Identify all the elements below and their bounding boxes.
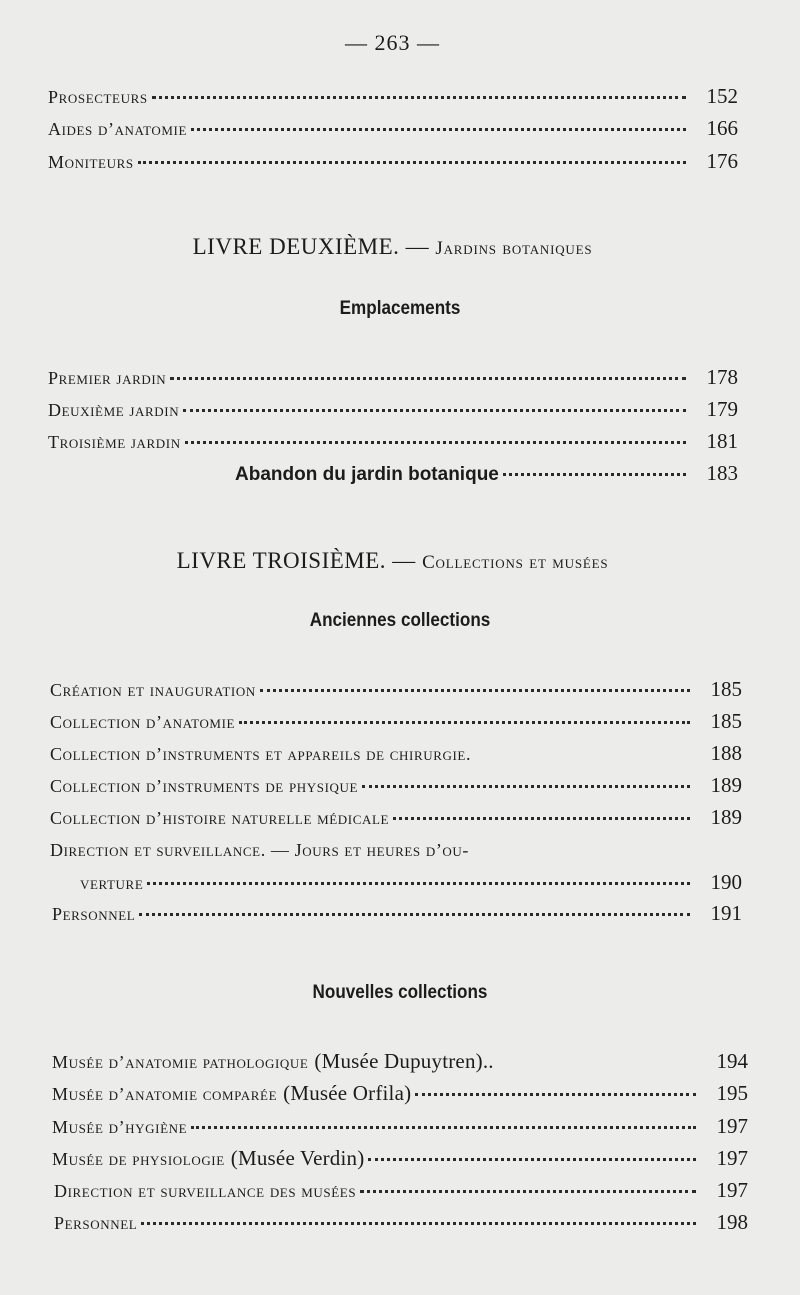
toc-label: Collection d’instruments et appareils de chirurgie. [50, 744, 472, 764]
book-title: LIVRE TROISIÈME. — [176, 548, 416, 573]
dot-leader [393, 817, 690, 820]
toc-label: Prosecteurs [48, 87, 148, 107]
toc-label: Abandon du jardin botanique [235, 464, 499, 485]
toc-page: 188 [710, 741, 742, 765]
book-three-heading [0, 548, 785, 574]
toc-page: 178 [706, 365, 738, 389]
dot-leader [170, 377, 686, 380]
dot-leader [239, 721, 690, 724]
toc-label: Musée d’hygiène [52, 1117, 188, 1137]
toc-entry [48, 365, 738, 393]
toc-page: 194 [716, 1049, 748, 1073]
dot-leader [368, 1158, 696, 1161]
toc-entry [50, 741, 742, 769]
toc-label: Troisième jardin [48, 432, 181, 452]
toc-label: Premier jardin [48, 368, 167, 388]
dot-leader [152, 96, 686, 99]
toc-entry [52, 1146, 748, 1174]
toc-label: Musée d’anatomie comparée [52, 1084, 278, 1104]
dot-leader [503, 473, 686, 476]
toc-page: 197 [716, 1178, 748, 1202]
toc-entry [52, 1081, 748, 1109]
book-title: LIVRE DEUXIÈME. — [192, 234, 430, 259]
toc-label: Personnel [54, 1213, 138, 1233]
toc-page: 152 [706, 84, 738, 108]
book-subtitle: Jardins botaniques [435, 238, 593, 259]
toc-page: 197 [716, 1114, 748, 1138]
toc-page: 183 [706, 461, 738, 485]
section-heading: Emplacements [339, 298, 461, 319]
dot-leader [141, 1222, 696, 1225]
dot-leader [138, 161, 686, 164]
toc-entry [52, 1049, 748, 1077]
toc-entry [48, 149, 738, 177]
toc-page: 198 [716, 1210, 748, 1234]
dot-leader [191, 128, 686, 131]
toc-label-extra: (Musée Verdin) [230, 1146, 365, 1170]
toc-entry [54, 1178, 748, 1206]
book-two-heading [0, 234, 785, 260]
toc-page: 189 [710, 805, 742, 829]
toc-page: 189 [710, 773, 742, 797]
toc-label-extra: (Musée Orfila) [283, 1081, 412, 1105]
dot-leader [415, 1093, 696, 1096]
toc-label-extra: (Musée Dupuytren).. [314, 1049, 494, 1073]
toc-label: Direction et surveillance des musées [54, 1181, 357, 1201]
toc-entry [50, 773, 742, 801]
toc-page: 191 [710, 901, 742, 925]
toc-entry [48, 116, 738, 144]
dot-leader [191, 1126, 696, 1129]
toc-label: verture [80, 873, 144, 893]
toc-entry [48, 397, 738, 425]
toc-page: 181 [706, 429, 738, 453]
toc-page: 179 [706, 397, 738, 421]
toc-label: Aides d’anatomie [48, 119, 188, 139]
dot-leader [147, 882, 690, 885]
toc-entry [80, 870, 742, 898]
toc-label: Moniteurs [48, 152, 134, 172]
toc-page: 197 [716, 1146, 748, 1170]
page-number: — 263 — [345, 30, 440, 55]
toc-entry [48, 84, 738, 112]
section-heading: Anciennes collections [309, 610, 491, 631]
toc-label: Collection d’histoire naturelle médicale [50, 808, 390, 828]
toc-entry-bold [235, 461, 738, 489]
toc-page: 166 [706, 116, 738, 140]
toc-entry [52, 1114, 748, 1142]
toc-entry-line1: Direction et surveillance. — Jours et heures d’ou- [50, 840, 469, 860]
toc-page: 195 [716, 1081, 748, 1105]
toc-page: 185 [710, 677, 742, 701]
toc-label: Collection d’anatomie [50, 712, 236, 732]
toc-entry [48, 429, 738, 457]
dot-leader [360, 1190, 696, 1193]
section-heading: Nouvelles collections [312, 982, 488, 1003]
toc-entry [52, 901, 742, 929]
dot-leader [183, 409, 686, 412]
toc-page: 190 [710, 870, 742, 894]
toc-label: Musée d’anatomie pathologique [52, 1052, 309, 1072]
toc-label: Musée de physiologie [52, 1149, 225, 1169]
toc-label: Création et inauguration [50, 680, 256, 700]
toc-entry [50, 805, 742, 833]
toc-entry [50, 677, 742, 705]
toc-entry [54, 1210, 748, 1238]
toc-entry [50, 709, 742, 737]
dot-leader [260, 689, 690, 692]
dot-leader [139, 913, 690, 916]
dot-leader [185, 441, 686, 444]
toc-label: Personnel [52, 904, 136, 924]
toc-page: 185 [710, 709, 742, 733]
book-subtitle: Collections et musées [422, 552, 609, 573]
dot-leader [362, 785, 690, 788]
toc-page: 176 [706, 149, 738, 173]
toc-label: Collection d’instruments de physique [50, 776, 359, 796]
toc-label: Deuxième jardin [48, 400, 180, 420]
